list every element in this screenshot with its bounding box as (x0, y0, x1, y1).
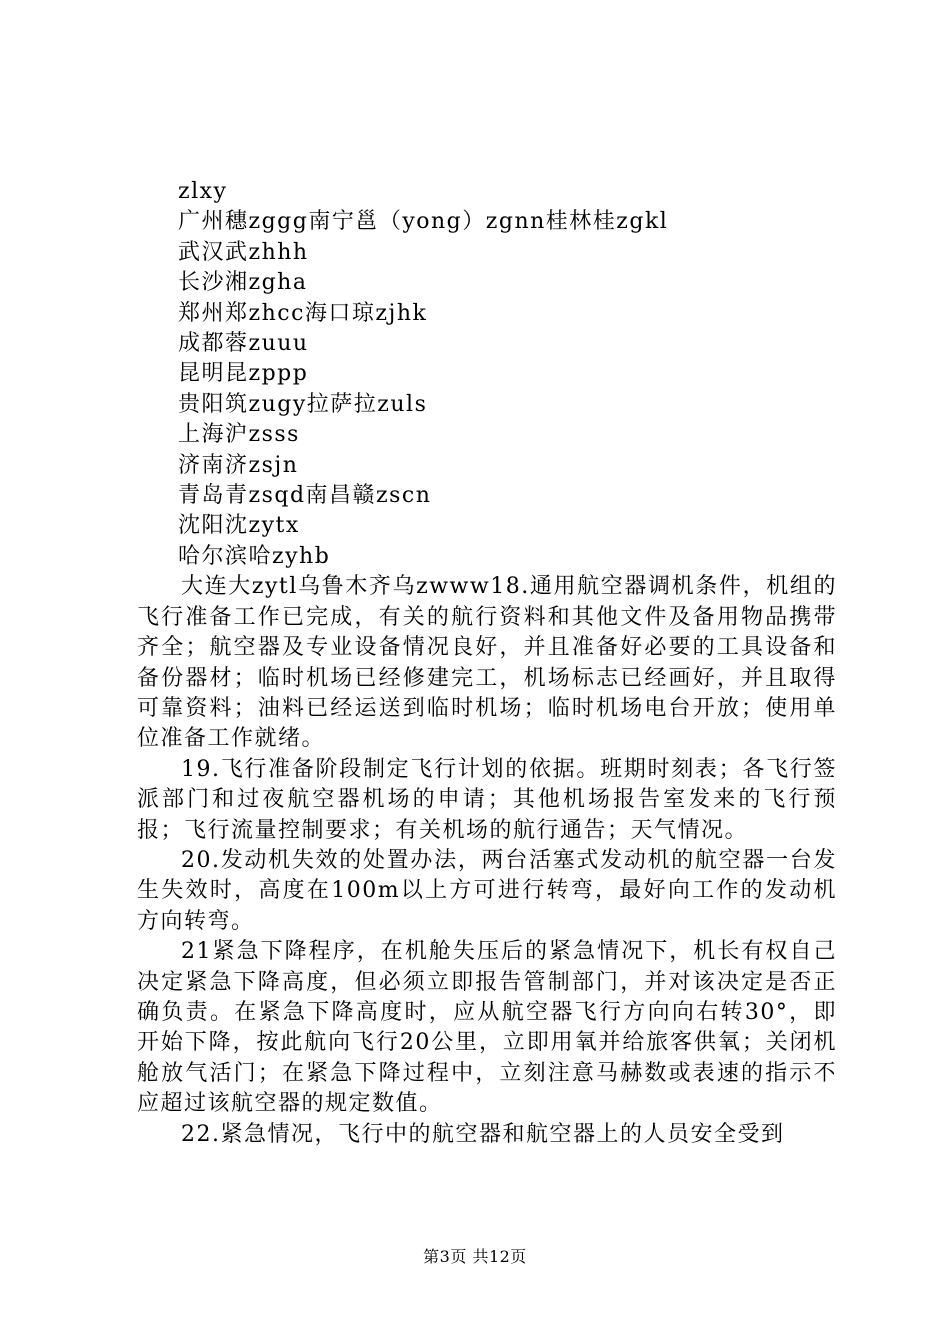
list-item: 广州穗zggg南宁邕（yong）zgnn桂林桂zgkl (178, 209, 669, 235)
list-item: 郑州郑zhcc海口琼zjhk (178, 300, 428, 326)
list-item: 沈阳沈zytx (178, 513, 300, 539)
list-item: 长沙湘zgha (178, 270, 308, 296)
paragraph-18: 大连大zytl乌鲁木齐乌zwww18.通用航空器调机条件，机组的飞行准备工作已完成，有关的航行资料和其他文件及备用物品携带齐全；航空器及专业设备情况良好，并且准备好必要的工具设备和备份器材；临时机场已经修建完工，机场标志已经画好，并且取得可靠资料；油料已经运送到临时机场；临时机场电台开放；使用单位准备工作就绪。 (137, 574, 837, 752)
list-item: 成都蓉zuuu (178, 331, 309, 357)
list-item: 贵阳筑zugy拉萨拉zuls (178, 391, 428, 417)
paragraph-20: 20.发动机失效的处置办法，两台活塞式发动机的航空器一台发生失效时，高度在100m以上方可进行转弯，最好向工作的发动机方向转弯。 (137, 847, 837, 934)
list-item: 青岛青zsqd南昌赣zscn (178, 483, 432, 509)
list-item: 哈尔滨哈zyhb (178, 543, 331, 569)
list-item: 济南济zsjn (178, 452, 299, 478)
document-body (137, 177, 837, 1150)
list-item: 上海沪zsss (178, 422, 300, 448)
paragraph-22: 22.紧急情况，飞行中的航空器和航空器上的人员安全受到 (181, 1121, 785, 1147)
list-item: 昆明昆zppp (178, 361, 309, 387)
page-number: 第3页 共12页 (423, 1247, 527, 1266)
list-item: zlxy (178, 179, 228, 204)
paragraph-21: 21紧急下降程序，在机舱失压后的紧急情况下，机长有权自己决定紧急下降高度，但必须立即报告管制部门，并对该决定是否正确负责。在紧急下降高度时，应从航空器飞行方向向右转30°，即开始下降，按此航向飞行20公里，立即用氧并给旅客供氧；关闭机舱放气活门；在紧急下降过程中，立刻注意马赫数或表速的指示不应超过该航空器的规定数值。 (137, 939, 837, 1117)
list-item: 武汉武zhhh (178, 239, 309, 265)
paragraph-19: 19.飞行准备阶段制定飞行计划的依据。班期时刻表；各飞行签派部门和过夜航空器机场的申请；其他机场报告室发来的飞行预报；飞行流量控制要求；有关机场的航行通告；天气情况。 (137, 756, 837, 843)
